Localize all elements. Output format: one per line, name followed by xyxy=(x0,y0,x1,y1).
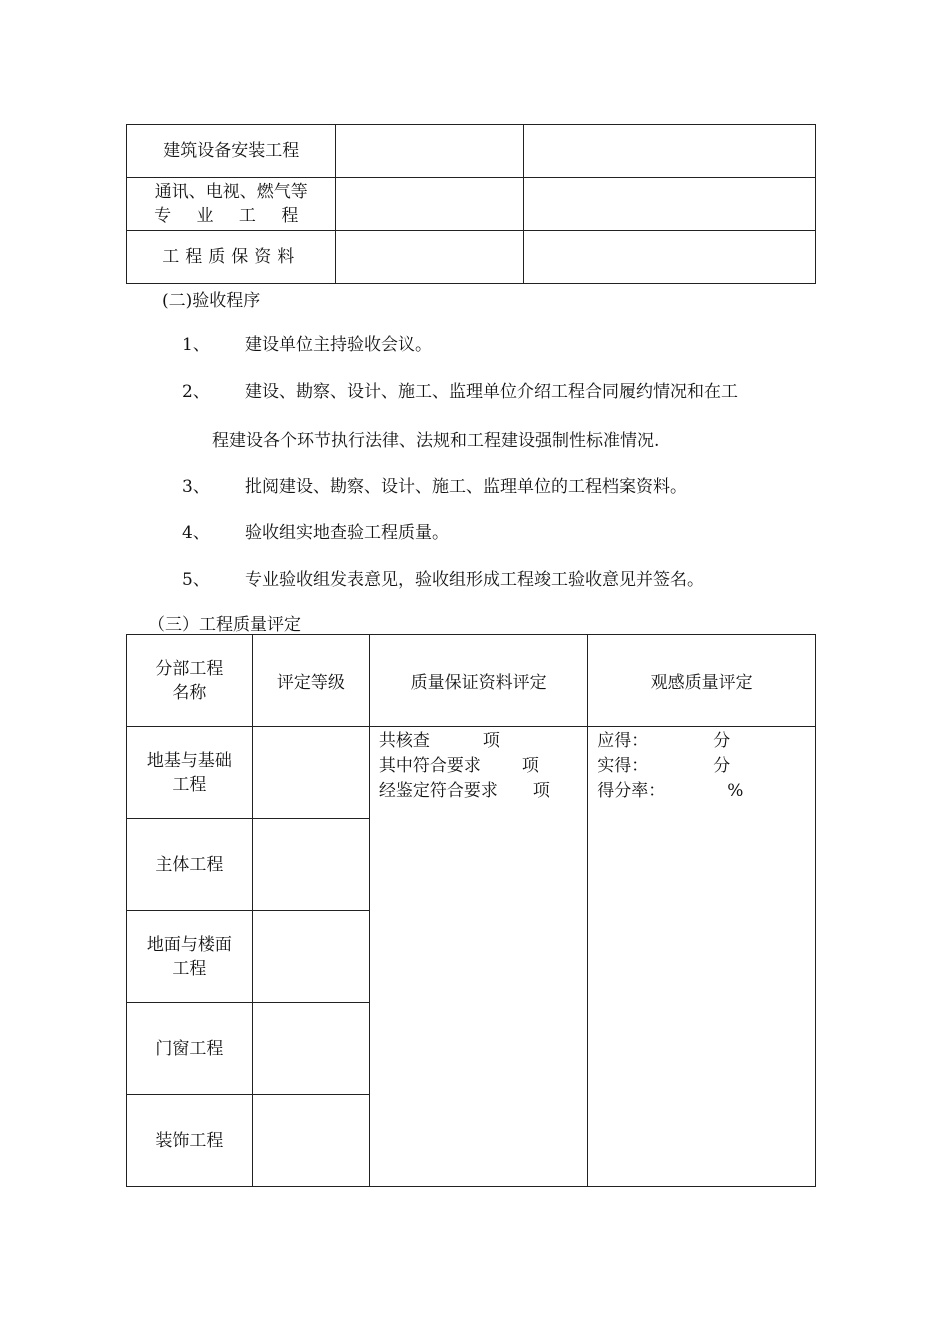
grade-cell xyxy=(252,1003,369,1095)
row-label xyxy=(127,125,336,178)
step-text: 批阅建设、勘察、设计、施工、监理单位的工程档案资料。 xyxy=(245,477,687,497)
quality-docs-cell xyxy=(369,727,587,1187)
subproject-line1: 地基与基础 xyxy=(146,750,232,771)
procedure-step xyxy=(182,377,738,402)
step-text: 专业验收组发表意见，验收组形成工程竣工验收意见并签名。 xyxy=(245,570,704,590)
appearance-label: 得分率： xyxy=(597,781,666,801)
empty-cell xyxy=(336,125,523,178)
table-row xyxy=(127,178,816,231)
appearance-label: 实得： xyxy=(597,756,649,776)
step-number: 5、 xyxy=(182,570,210,590)
step-number: 1、 xyxy=(182,335,210,355)
step-text: 建设单位主持验收会议。 xyxy=(245,335,432,355)
procedure-step xyxy=(182,518,449,543)
docs-unit: 项 xyxy=(532,781,550,801)
table-row xyxy=(127,231,816,284)
section-heading-evaluation: （三）工程质量评定 xyxy=(148,615,301,635)
row-label xyxy=(127,178,336,231)
step-number: 3、 xyxy=(182,477,210,497)
table-row xyxy=(127,125,816,178)
subproject-line1: 主体工程 xyxy=(155,854,224,875)
grade-cell xyxy=(252,911,369,1003)
empty-cell xyxy=(523,125,815,178)
table-row xyxy=(127,727,816,819)
appearance-label: 应得： xyxy=(597,731,649,751)
appearance-unit: % xyxy=(727,781,744,801)
subproject-line2: 工程 xyxy=(172,774,207,795)
subproject-name xyxy=(127,1003,253,1095)
row-label-text: 工程质保资料 xyxy=(162,247,301,267)
header-line1: 分部工程 xyxy=(155,658,224,679)
docs-label: 经鉴定符合要求 xyxy=(378,781,498,801)
grade-cell xyxy=(252,819,369,911)
row-label-line2: 专 业 工 程 xyxy=(154,206,309,226)
appearance-cell xyxy=(588,727,816,1187)
grade-cell xyxy=(252,727,369,819)
empty-cell xyxy=(523,231,815,284)
row-label xyxy=(127,231,336,284)
section-heading-procedure: (二)验收程序 xyxy=(162,291,261,311)
row-label-line1: 通讯、电视、燃气等 xyxy=(154,182,308,202)
step-number: 2、 xyxy=(182,382,210,402)
appearance-line xyxy=(597,729,815,754)
grade-cell xyxy=(252,1095,369,1187)
subproject-line1: 门窗工程 xyxy=(155,1038,224,1059)
appearance-line xyxy=(597,779,815,804)
subproject-line1: 装饰工程 xyxy=(155,1130,224,1151)
subproject-name xyxy=(127,727,253,819)
empty-cell xyxy=(336,178,523,231)
docs-line xyxy=(379,779,587,804)
subproject-name xyxy=(127,1095,253,1187)
procedure-step xyxy=(182,330,432,355)
appearance-unit: 分 xyxy=(713,731,731,751)
header-quality-docs: 质量保证资料评定 xyxy=(369,635,587,727)
project-summary-table xyxy=(126,124,816,284)
step-text-continuation: 程建设各个环节执行法律、法规和工程建设强制性标准情况. xyxy=(212,431,660,451)
empty-cell xyxy=(523,178,815,231)
docs-line xyxy=(379,754,587,779)
table-header-row xyxy=(127,635,816,727)
header-subproject-name xyxy=(127,635,253,727)
header-appearance: 观感质量评定 xyxy=(588,635,816,727)
docs-label: 其中符合要求 xyxy=(378,756,481,776)
row-label-text: 建筑设备安装工程 xyxy=(163,141,300,161)
step-text: 建设、勘察、设计、施工、监理单位介绍工程合同履约情况和在工 xyxy=(245,382,738,402)
empty-cell xyxy=(336,231,523,284)
docs-unit: 项 xyxy=(521,756,539,776)
subproject-name xyxy=(127,819,253,911)
procedure-step xyxy=(182,565,704,590)
step-text: 验收组实地查验工程质量。 xyxy=(245,523,449,543)
quality-evaluation-table xyxy=(126,634,816,1187)
subproject-line1: 地面与楼面 xyxy=(146,934,232,955)
header-line2: 名称 xyxy=(172,682,207,703)
docs-unit: 项 xyxy=(482,731,500,751)
subproject-line2: 工程 xyxy=(172,958,207,979)
appearance-unit: 分 xyxy=(713,756,731,776)
appearance-line xyxy=(597,754,815,779)
procedure-step xyxy=(182,472,687,497)
docs-line xyxy=(379,729,587,754)
docs-label: 共核查 xyxy=(378,731,430,751)
step-number: 4、 xyxy=(182,523,210,543)
subproject-name xyxy=(127,911,253,1003)
header-grade: 评定等级 xyxy=(252,635,369,727)
